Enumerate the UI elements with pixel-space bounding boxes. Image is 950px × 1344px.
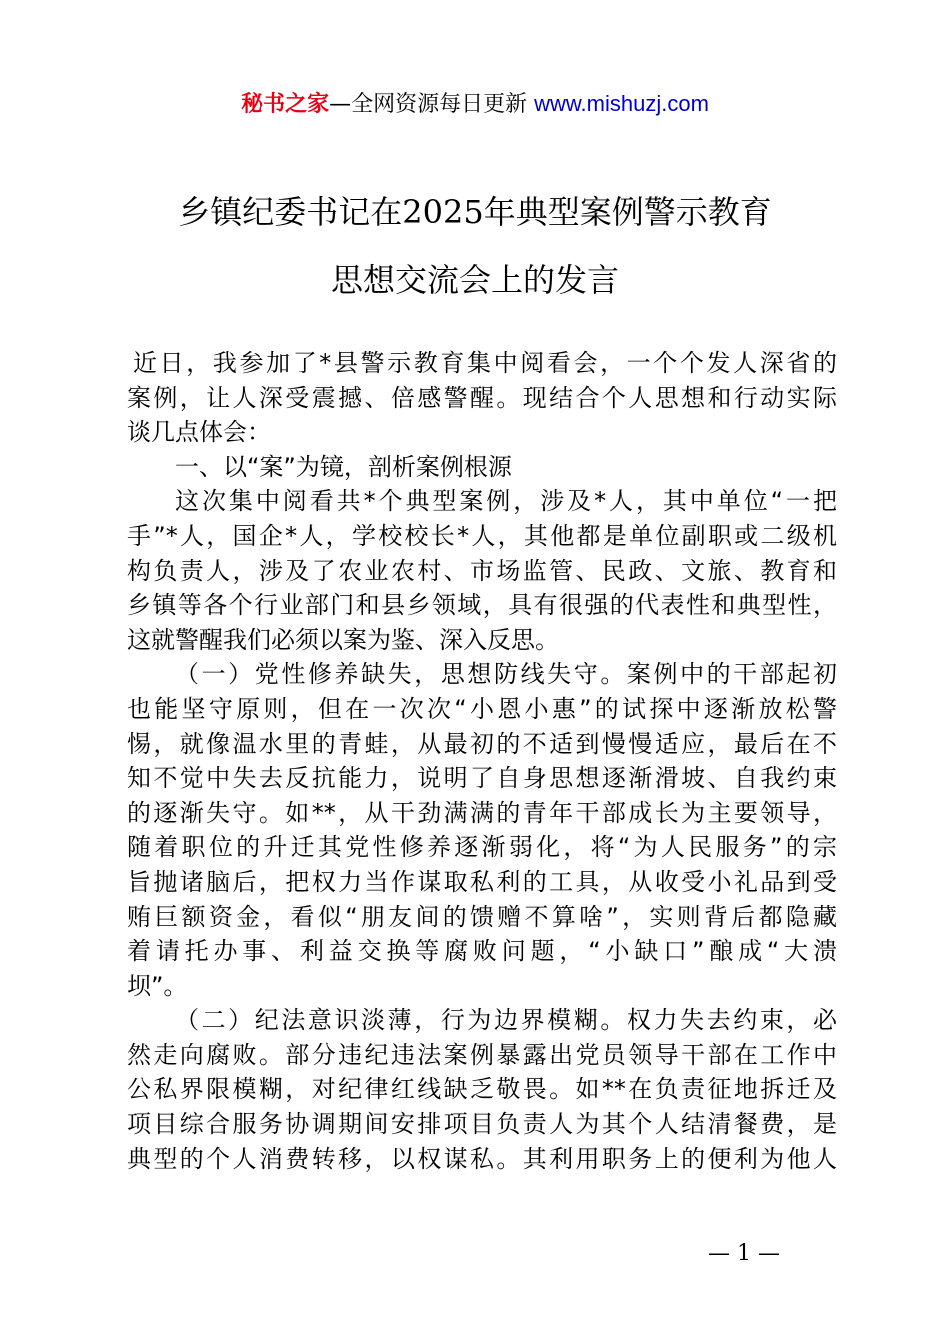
page-number: — 1 — [708, 1241, 780, 1266]
body-line: 旨抛诸脑后，把权力当作谋取私利的工具，从收受小礼品到受 [127, 867, 837, 896]
body-line: 案例，让人深受震撼、倍感警醒。现结合个人思想和行动实际 [127, 383, 837, 412]
body-line: 知不觉中失去反抗能力，说明了自身思想逐渐滑坡、自我约束 [127, 764, 837, 793]
body-line: 手”*人，国企*人，学校校长*人，其他都是单位副职或二级机 [127, 521, 837, 550]
body-line: （一）党性修养缺失，思想防线失守。案例中的干部起初 [175, 660, 837, 689]
body-line: 也能坚守原则，但在一次次“小恩小惠”的试探中逐渐放松警 [127, 694, 837, 723]
body-line: 这就警醒我们必须以案为鉴、深入反思。 [127, 625, 559, 654]
body-line: 的逐渐失守。如**，从干劲满满的青年干部成长为主要领导， [127, 798, 837, 827]
body-line: 随着职位的升迁其党性修养逐渐弱化，将“为人民服务”的宗 [127, 833, 837, 862]
header-tagline: —全网资源每日更新 [329, 92, 535, 117]
body-line: 构负责人，涉及了农业农村、市场监管、民政、文旅、教育和 [127, 556, 837, 585]
site-header [0, 88, 950, 121]
body-line: 项目综合服务协调期间安排项目负责人为其个人结清餐费，是 [127, 1110, 837, 1139]
body-line: 惕，就像温水里的青蛙，从最初的不适到慢慢适应，最后在不 [127, 729, 837, 758]
body-line: 谈几点体会： [127, 418, 271, 447]
body-line: 着请托办事、利益交换等腐败问题，“小缺口”酿成“大溃 [127, 937, 837, 966]
section-heading: 一、以“案”为镜，剖析案例根源 [175, 452, 512, 481]
body-line: 贿巨额资金，看似“朋友间的馈赠不算啥”，实则背后都隐藏 [127, 902, 837, 931]
brand-name: 秘书之家 [241, 92, 330, 117]
document-body [127, 346, 837, 1176]
body-line: 然走向腐败。部分违纪违法案例暴露出党员领导干部在工作中 [127, 1040, 837, 1069]
document-title-line-2: 思想交流会上的发言 [330, 261, 619, 299]
body-line: 这次集中阅看共*个典型案例，涉及*人，其中单位“一把 [175, 487, 837, 516]
document-title-line-1: 乡镇纪委书记在2025年典型案例警示教育 [178, 193, 772, 231]
body-line: （二）纪法意识淡薄，行为边界模糊。权力失去约束，必 [175, 1006, 837, 1035]
body-line: 坝”。 [127, 971, 188, 1000]
body-line: 公私界限模糊，对纪律红线缺乏敬畏。如**在负责征地拆迁及 [127, 1075, 837, 1104]
body-line: 乡镇等各个行业部门和县乡领域，具有很强的代表性和典型性， [127, 591, 837, 620]
website-link[interactable]: www.mishuzj.com [534, 91, 709, 116]
body-line: 典型的个人消费转移，以权谋私。其利用职务上的便利为他人 [127, 1144, 837, 1173]
body-line: 近日，我参加了*县警示教育集中阅看会，一个个发人深省的 [133, 349, 837, 377]
